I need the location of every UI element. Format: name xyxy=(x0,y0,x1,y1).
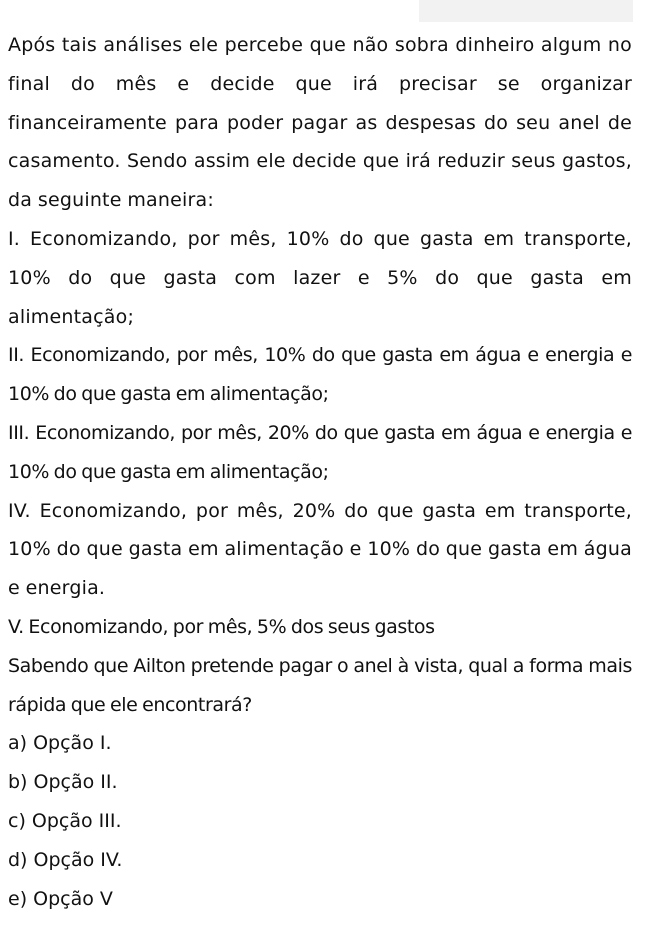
option-c[interactable]: c) Opção III. xyxy=(8,809,122,832)
question-intro: Após tais análises ele percebe que não sobra dinheiro algum no final do mês e decide que irá precisar se organizar financeiramente para poder pagar as despesas do seu anel de casamento. Sendo assim ele decide que irá reduzir seus gastos, da seguinte maneira: xyxy=(8,34,632,212)
option-d[interactable]: d) Opção IV. xyxy=(8,848,123,871)
statement-iii: III. Economizando, por mês, 20% do que gasta em água e energia e 10% do que gasta em alimentação; xyxy=(8,421,632,483)
top-bar xyxy=(419,0,633,22)
option-a[interactable]: a) Opção I. xyxy=(8,732,112,755)
question-prompt: Sabendo que Ailton pretende pagar o anel à vista, qual a forma mais rápida que ele encontrará? xyxy=(8,654,632,716)
statement-iv: IV. Economizando, por mês, 20% do que gasta em transporte, 10% do que gasta em alimentação e 10% do que gasta em água e energia. xyxy=(8,499,632,600)
option-e[interactable]: e) Opção V xyxy=(8,887,113,910)
option-b[interactable]: b) Opção II. xyxy=(8,771,118,794)
statement-ii: II. Economizando, por mês, 10% do que gasta em água e energia e 10% do que gasta em alimentação; xyxy=(8,344,632,406)
question-block xyxy=(8,26,632,918)
statement-i: I. Economizando, por mês, 10% do que gasta em transporte, 10% do que gasta com lazer e 5% do que gasta em alimentação; xyxy=(8,227,632,328)
statement-v: V. Economizando, por mês, 5% dos seus gastos xyxy=(8,615,435,638)
